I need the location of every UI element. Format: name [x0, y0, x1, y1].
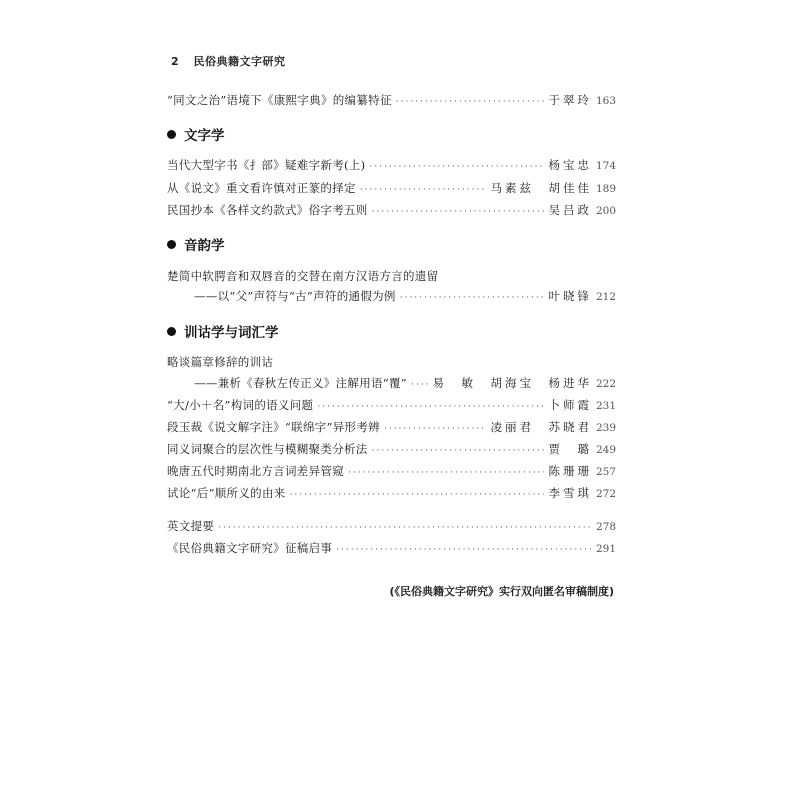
entry-title: 《民俗典籍文字研究》征稿启事	[167, 541, 333, 555]
entry-title: 楚简中软腭音和双唇音的交替在南方汉语方言的遗留	[167, 269, 439, 283]
section-heading-philology	[167, 124, 225, 144]
entry-page: 272	[595, 488, 616, 500]
entry-title: “大/小＋名”构词的语义问题	[167, 398, 314, 412]
section-title: 音韵学	[184, 238, 225, 254]
entry-page: 189	[595, 183, 616, 195]
leader-dots	[290, 490, 545, 500]
entry-page: 278	[595, 521, 616, 533]
leader-dots	[396, 97, 545, 107]
entry-title: 晚唐五代时期南北方言词差异管窥	[167, 464, 344, 478]
bullet-icon	[167, 130, 176, 139]
entry-title: 段玉裁《说文解字注》“联绵字”异形考辨	[167, 420, 380, 434]
entry-author: 叶晓锋	[548, 289, 592, 303]
bullet-icon	[167, 327, 176, 336]
entry-page: 222	[595, 378, 616, 390]
entry-title: 试论“后”顺所义的由来	[167, 486, 286, 500]
entry-title: 民国抄本《各样文约款式》俗字考五则	[167, 203, 368, 217]
entry-page: 249	[595, 444, 616, 456]
toc-entry-title-line[interactable]	[167, 354, 273, 370]
entry-page: 174	[595, 160, 616, 172]
section-heading-exegesis	[167, 321, 279, 341]
toc-entry[interactable]	[167, 485, 616, 503]
entry-author: 吴吕政	[548, 203, 592, 217]
review-policy-note: (《民俗典籍文字研究》实行双向匿名审稿制度)	[389, 585, 614, 598]
entry-page: 163	[595, 95, 616, 107]
entry-author: 易 敏 胡海宝 杨进华	[432, 376, 592, 390]
section-title: 训诂学与词汇学	[184, 325, 279, 341]
leader-dots	[369, 162, 544, 172]
entry-page: 257	[595, 466, 616, 478]
entry-subtitle: ——以“父”声符与“古”声符的通假为例	[194, 289, 396, 303]
entry-title: 略谈篇章修辞的训诂	[167, 355, 274, 369]
toc-entry-appendix[interactable]	[167, 540, 616, 558]
toc-entry[interactable]	[167, 180, 616, 198]
leader-dots	[218, 523, 592, 533]
toc-entry[interactable]	[167, 397, 616, 415]
leader-dots	[372, 207, 545, 217]
entry-title: “同文之治”语境下《康熙字典》的编纂特征	[167, 93, 392, 107]
toc-entry-appendix[interactable]	[167, 518, 616, 536]
page-number: 2	[171, 55, 180, 68]
toc-entry[interactable]	[167, 419, 616, 437]
toc-entry[interactable]	[167, 92, 616, 110]
bullet-icon	[167, 240, 176, 249]
toc-entry[interactable]	[167, 441, 616, 459]
leader-dots	[360, 185, 487, 195]
entry-author: 马素兹 胡佳佳	[490, 181, 592, 195]
entry-author: 于翠玲	[548, 93, 592, 107]
entry-author: 贾 璐	[548, 442, 592, 456]
entry-page: 231	[595, 400, 616, 412]
leader-dots	[372, 446, 545, 456]
toc-entry-subtitle[interactable]	[194, 288, 616, 306]
entry-page: 200	[595, 205, 616, 217]
entry-author: 李雪琪	[548, 486, 592, 500]
toc-entry[interactable]	[167, 463, 616, 481]
entry-title: 当代大型字书《扌部》疑难字新考(上)	[167, 158, 366, 172]
entry-page: 291	[595, 543, 616, 555]
toc-entry[interactable]	[167, 202, 616, 220]
running-header	[171, 53, 286, 69]
entry-author: 杨宝忠	[548, 158, 592, 172]
entry-subtitle: ——兼析《春秋左传正义》注解用语“覆”	[194, 376, 407, 390]
entry-author: 凌丽君 苏晓君	[490, 420, 592, 434]
entry-page: 212	[595, 291, 616, 303]
entry-author: 陈珊珊	[548, 464, 592, 478]
entry-title: 从《说文》重文看许慎对正篆的择定	[167, 181, 356, 195]
leader-dots	[400, 293, 545, 303]
leader-dots	[336, 545, 592, 555]
toc-entry[interactable]	[167, 157, 616, 175]
entry-title: 英文提要	[167, 519, 215, 533]
section-heading-phonology	[167, 234, 225, 254]
journal-title: 民俗典籍文字研究	[193, 55, 286, 68]
entry-author: 卜师霞	[548, 398, 592, 412]
leader-dots	[317, 402, 544, 412]
leader-dots	[348, 468, 544, 478]
toc-entry-title-line[interactable]	[167, 268, 438, 284]
leader-dots	[384, 424, 486, 434]
leader-dots	[411, 380, 428, 390]
section-title: 文字学	[184, 128, 225, 144]
entry-page: 239	[595, 422, 616, 434]
entry-title: 同义词聚合的层次性与模糊聚类分析法	[167, 442, 368, 456]
toc-entry-subtitle[interactable]	[194, 375, 616, 393]
